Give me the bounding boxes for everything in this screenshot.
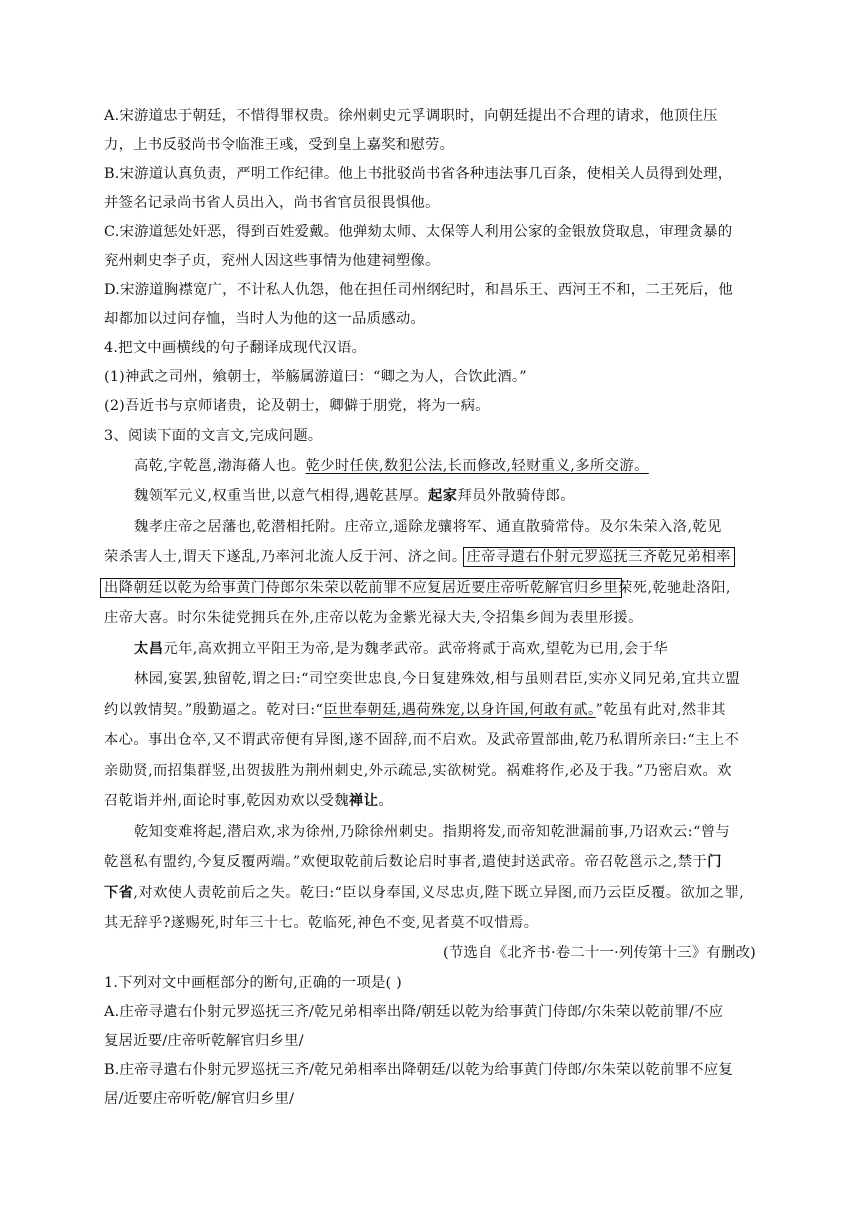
option-d-line1: D.宋游道胸襟宽广，不计私人仇怨，他在担任司州纲纪时，和昌乐王、西河王不和，二王死后，他 — [104, 282, 733, 298]
p4-line4: 本心。事出仓卒,又不谓武帝便有异图,遂不固辞,而不启欢。及武帝置部曲,乾乃私谓所亲曰:“主上不 — [104, 732, 740, 748]
option-c-line2: 兖州刺史李子贞，兖州人因这些事情为他建祠塑像。 — [104, 253, 440, 269]
q1-stem: 1.下列对文中画框部分的断句,正确的一项是( ) — [104, 975, 402, 991]
p3-line3 — [104, 578, 731, 598]
p5-bold-men: 门 — [707, 854, 722, 870]
p4-line6-text-a: 召乾诣并州,面论时事,乾因劝欢以受魏 — [104, 793, 350, 809]
q1-option-a-line1: A.庄帝寻遣右仆射元罗巡抚三齐/乾兄弟相率出降/朝廷以乾为给事黄门侍郎/尔朱荣以乾前罪/不应 — [104, 1004, 724, 1020]
p5-line3 — [104, 883, 744, 903]
p3-line2 — [104, 547, 731, 567]
q4-stem: 4.把文中画横线的句子翻译成现代汉语。 — [104, 340, 367, 356]
option-a-line1: A.宋游道忠于朝廷，不惜得罪权贵。徐州刺史元孚调职时，向朝廷提出不合理的请求，他顶住压 — [104, 108, 718, 124]
p3-line3-text: 荣死,乾驰赴洛阳, — [618, 580, 731, 596]
option-c-line1: C.宋游道惩处奸恶，得到百姓爱戴。他弹劾太师、太保等人利用公家的金银放贷取息，审理贪暴的 — [104, 224, 733, 240]
p2-text-c: 拜员外散骑侍郎。 — [457, 488, 575, 504]
p4-line1 — [134, 639, 668, 659]
p4-line5: 亲勋贤,而招集群竖,出贺拔胜为荆州刺史,外示疏忌,实欲树党。祸难将作,必及于我。”乃密启欢。欢 — [104, 763, 732, 779]
p2-bold: 起家 — [428, 488, 458, 504]
q4-sentence-1: (1)神武之司州，飨朝士，举觞属游道曰：“卿之为人，合饮此酒。” — [104, 369, 527, 385]
p1-underlined: 乾少时任侠,数犯公法,长而修改,轻财重义,多所交游。 — [305, 458, 649, 474]
p4-line3 — [104, 700, 726, 720]
boxed-text-1: 庄帝寻遣右仆射元罗巡抚三齐乾兄弟相率 — [463, 547, 735, 567]
option-b-line1: B.宋游道认真负责，严明工作纪律。他上书批驳尚书省各种违法事几百条，使相关人员得到处理， — [104, 166, 733, 182]
p4-line6 — [104, 791, 393, 811]
p4-bold: 太昌 — [134, 641, 164, 657]
q1-option-b-line1: B.庄帝寻遣右仆射元罗巡抚三齐/乾兄弟相率出降朝廷/以乾为给事黄门侍郎/尔朱荣以乾前罪不应复 — [104, 1062, 733, 1078]
p4-line6-text-c: 。 — [378, 793, 394, 809]
p4-bold-term: 禅让 — [349, 793, 379, 809]
p5-bold-xiasheng: 下省 — [104, 885, 134, 901]
p1-text: 高乾,字乾邕,渤海蓨人也。 — [134, 458, 306, 474]
p5-line4: 其无辞乎?遂赐死,时年三十七。乾临死,神色不变,见者莫不叹惜焉。 — [104, 915, 539, 931]
p3-line1: 魏孝庄帝之居藩也,乾潜相托附。庄帝立,遥除龙骧将军、通直散骑常侍。及尔朱荣入洛,乾见 — [134, 519, 722, 535]
p5-line1: 乾知变难将起,潜启欢,求为徐州,乃除徐州刺史。指期将发,而帝知乾泄漏前事,乃诏欢云:“曾与 — [134, 824, 731, 840]
option-a-line2: 力，上书反驳尚书令临淮王彧，受到皇上嘉奖和慰劳。 — [104, 137, 455, 153]
p3-line2-text: 荣杀害人士,谓天下遂乱,乃率河北流人反于河、济之间。 — [104, 549, 467, 565]
p5-line2-text: 乾邕私有盟约,今复反覆两端。”欢便取乾前后数论启时事者,遣使封送武帝。帝召乾邕示之,禁于 — [104, 854, 708, 870]
q4-sentence-2: (2)吾近书与京师诸贵，论及朝士，卿僻于朋党，将为一病。 — [104, 398, 490, 414]
p5-line3-text: ,对欢使人责乾前后之失。乾曰:“臣以身奉国,义尽忠贞,陛下既立异图,而乃云臣反覆。欲加之罪, — [133, 885, 745, 901]
boxed-text-2: 出降朝廷以乾为给事黄门侍郎尔朱荣以乾前罪不应复居近要庄帝听乾解官归乡里 — [100, 578, 622, 598]
passage-p2 — [134, 486, 575, 506]
section-title: 3、阅读下面的文言文,完成问题。 — [104, 428, 323, 444]
p2-text-a: 魏领军元义,权重当世,以意气相得,遇乾甚厚。 — [134, 488, 429, 504]
p4-line3-text-b: ”乾虽有此对,然非其 — [595, 702, 726, 718]
p4-line1-text: 元年,高欢拥立平阳王为帝,是为魏孝武帝。武帝将贰于高欢,望乾为已用,会于华 — [163, 641, 669, 657]
q1-option-b-line2: 居/近要庄帝听乾/解官归乡里/ — [104, 1091, 295, 1107]
source-note: (节选自《北齐书·卷二十一·列传第十三》有删改) — [443, 945, 756, 961]
passage-p1 — [134, 456, 649, 476]
option-b-line2: 并签名记录尚书省人员出入，尚书省官员很畏惧他。 — [104, 195, 440, 211]
option-d-line2: 却都加以过问存恤，当时人为他的这一品质感动。 — [104, 311, 425, 327]
p3-line4: 庄帝大喜。时尔朱徒党拥兵在外,庄帝以乾为金紫光禄大夫,令招集乡闾为表里形援。 — [104, 610, 643, 626]
p4-underlined: 臣世奉朝廷,遇荷殊宠,以身许国,何敢有贰。 — [323, 702, 596, 718]
q1-option-a-line2: 复居近要/庄帝听乾解官归乡里/ — [104, 1033, 304, 1049]
p5-line2 — [104, 852, 722, 872]
p4-line3-text-a: 约以敦情契。”殷勤逼之。乾对曰:“ — [104, 702, 324, 718]
p4-line2: 林园,宴罢,独留乾,谓之曰:“司空奕世忠良,今日复建殊效,相与虽则君臣,实亦义同兄弟,宜共立盟 — [134, 671, 741, 687]
